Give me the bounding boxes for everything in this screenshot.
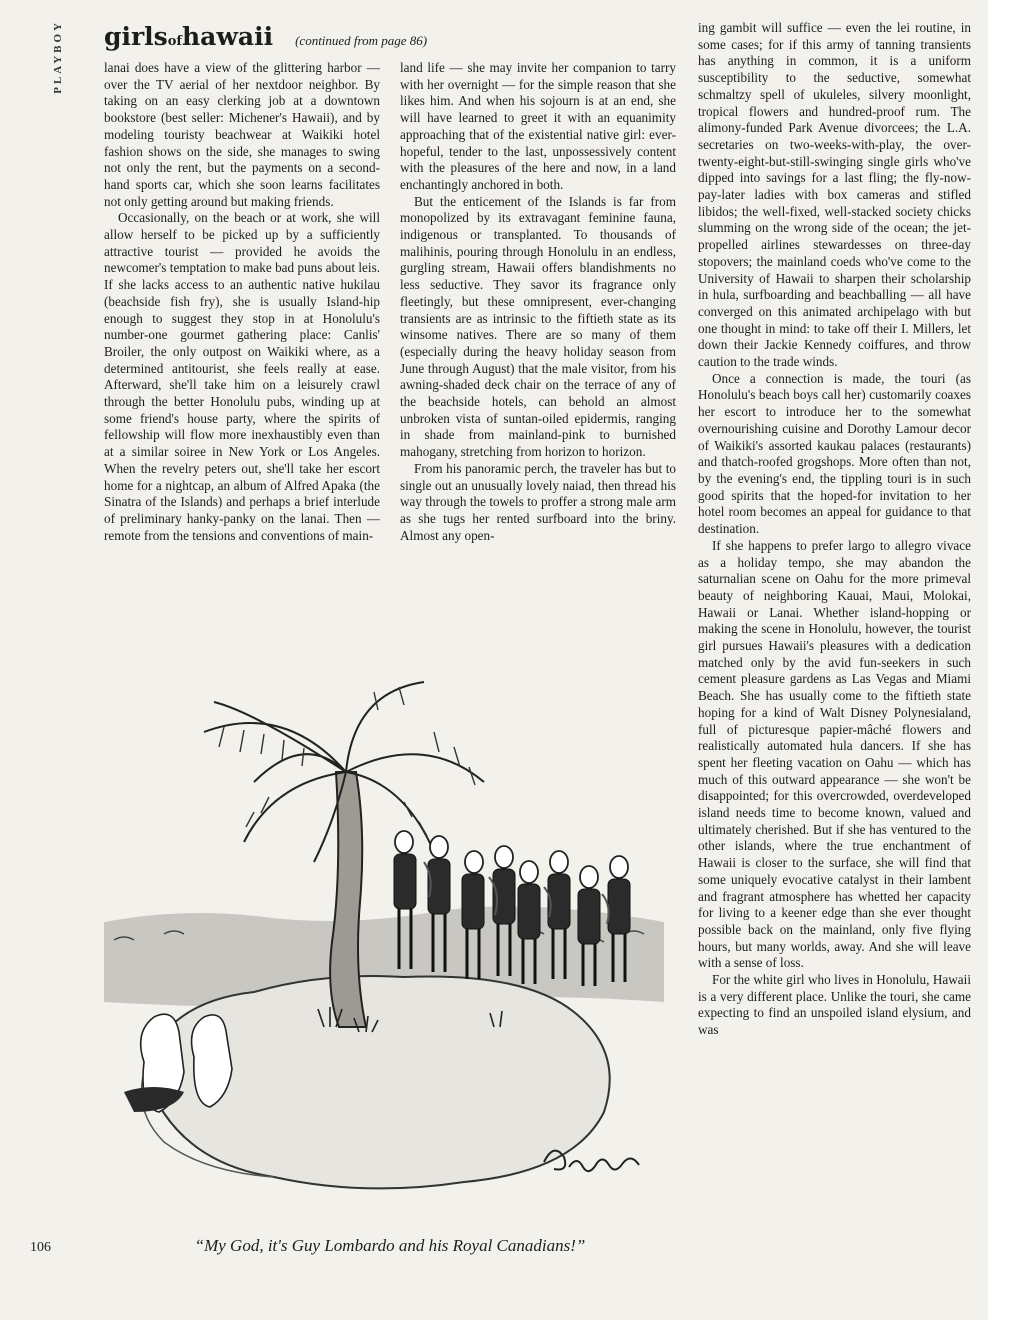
title-word-hawaii: hawaii — [182, 22, 274, 51]
paragraph: lanai does have a view of the glittering harbor — over the TV aerial of her nextdoor neighbor. By taking on an easy clerking job at a downtown bookstore (best seller: Michener's Hawaii), and by modeling touristy beachwear at Waikiki hotel fashion shows on the side, she manages to swing not only the rent, but the payments on a second-hand sports car, which she soon learns facilitates not only getting around but making friends. — [104, 60, 380, 209]
magazine-spine-label: PLAYBOY — [52, 20, 64, 94]
paragraph: For the white girl who lives in Honolulu, Hawaii is a very different place. Unlike the touri, she came expecting to find an unspoiled island elysium, and was — [698, 972, 971, 1038]
text-column-2 — [400, 60, 676, 544]
title-word-girls: girls — [104, 22, 168, 51]
paragraph: If she happens to prefer largo to allegro vivace as a holiday tempo, she may abandon the saturnalian scene on Oahu for the more primeval beauty of neighboring Kauai, Maui, Molokai, Hawaii or Lanai. Whether island-hopping or making the scene in Honolulu, however, the tourist girl pursues Hawaii's pleasures with a dedication matched only by the avid fun-seekers in such cement pleasure gardens as Las Vegas and Miami Beach. She has usually come to the fiftieth state hoping for a kind of Walt Disney Polynesialand, full of picturesque papier-mâché flowers and realistically automated hula dancers. If she has spent her fleeting vacation on Oahu — which has much of this outward appearance — she won't be disappointed; for this overcrowded, overdeveloped island needs time to become known, valued and ultimately cherished. But if she has ventured to the other islands, where the true enchantment of Hawaii is closer to the surface, she will find that some uniquely evocative catalyst in their lambent and fragrant atmosphere has whetted her capacity for living to a keener edge than she ever thought possible back on the mainland, only five flying hours, but many worlds, away. And she will leave with a sense of loss. — [698, 537, 971, 971]
continued-note: (continued from page 86) — [295, 33, 428, 48]
castaway-figures — [124, 1014, 232, 1112]
text-column-3 — [698, 20, 971, 1039]
text-column-1 — [104, 60, 380, 544]
paragraph: land life — she may invite her companion to tarry with her overnight — for the simple reason that she likes him. And when his sojourn is at an end, she will have learned to greet it with an equanimity approaching that of the existential native girl: ever-hopeful, tender to the last, unpossessively content with the pleasures of the here and now, in a land enchantingly anchored in both. — [400, 60, 676, 192]
paragraph: Occasionally, on the beach or at work, she will allow herself to be picked up by a sufficiently attractive tourist — provided he avoids the newcomer's temptation to make bad puns about leis. If she lacks access to an authentic native hukilau (beachside fish fry), she is usually Island-hip enough to suggest they stop in at Honolulu's number-one gourmet gathering place: Canlis' Broiler, the only outpost on Waikiki where, as a determined antitourist, she feels really at ease. Afterward, she'll take him on a leisurely crawl through the better Honolulu pubs, winding up at some friend's house party, where the spirits of fellowship will flow more inexhaustibly even than at a similar soiree in New York or Los Angeles. When the revelry peters out, she'll take her escort home for a nightcap, an album of Alfred Apaka (the Sinatra of the Islands) and perhaps a brief interlude of preliminary hanky-panky on the lanai. Then — remote from the tensions and conventions of main- — [104, 210, 380, 543]
page-number: 106 — [30, 1240, 51, 1255]
signature-text: Erickson — [564, 1192, 569, 1193]
paragraph: ing gambit will suffice — even the lei routine, in some cases; for if this army of tanning transients has anything in common, it is a uniform susceptibility to the seductive, somewhat schmaltzy spell of ukuleles, silvery moonlight, tropical flowers and hundred-proof rum. The alimony-funded Park Avenue divorcees; the L.A. secretaries on two-weeks-with-play, the over-twenty-eight-but-still-swinging single girls who've dipped into savings for a last fling; the fly-now-pay-later ladies with box cameras and stifled libidos; the well-fixed, well-stacked society chicks slumming on the wrong side of the ocean; the jet-propelled airlines stewardesses on three-day stopovers; the mainland coeds who've come to the University of Hawaii to sharpen their scholarship in hula, surfboarding and beachballing — all have converged on this animated archipelago with but one thought in mind: to take off their I. Millers, let down their Jackie Kennedy coiffures, and throw caution to the trade winds. — [698, 20, 971, 370]
paragraph: From his panoramic perch, the traveler has but to single out an unusually lovely naiad, then thread his way through the towels to proffer a strong male arm as she tugs her rented surfboard into the briny. Almost any open- — [400, 460, 676, 543]
cartoon-illustration — [104, 672, 664, 1217]
paragraph: But the enticement of the Islands is far from monopolized by its extravagant feminine fauna, indigenous or transplanted. To thousands of malihinis, pouring through Honolulu in an endless, gurgling stream, Hawaii offers blandishments no less seductive. They savor its fragrance only fleetingly, but these omnipresent, ever-changing transients are as intrinsic to the fiftieth state as its winsome natives. There are so many of them (especially during the heavy holiday season from June through August) that the male visitor, from his awning-shaded deck chair on the terrace of any of the beachside hotels, can behold an almost unbroken vista of suntan-oiled epidermis, ranging in shade from mainland-pink to burnished mahogany, stretching from horizon to horizon. — [400, 193, 676, 460]
article-header — [104, 22, 427, 56]
title-word-of: of — [167, 34, 182, 49]
paragraph: Once a connection is made, the touri (as Honolulu's beach boys call her) customarily coaxes her escort to introduce her to the somewhat overnourishing cuisine and Dorothy Lamour decor of Waikiki's assorted kaukau palaces (restaurants) and thatch-roofed grogshops. More often than not, by the evening's end, the tippling touri is in such good spirits that the hoped-for invitation to her hotel room becomes an appeal for guidance to that destination. — [698, 370, 971, 537]
cartoon-caption: “My God, it's Guy Lombardo and his Royal Canadians!” — [194, 1236, 586, 1255]
